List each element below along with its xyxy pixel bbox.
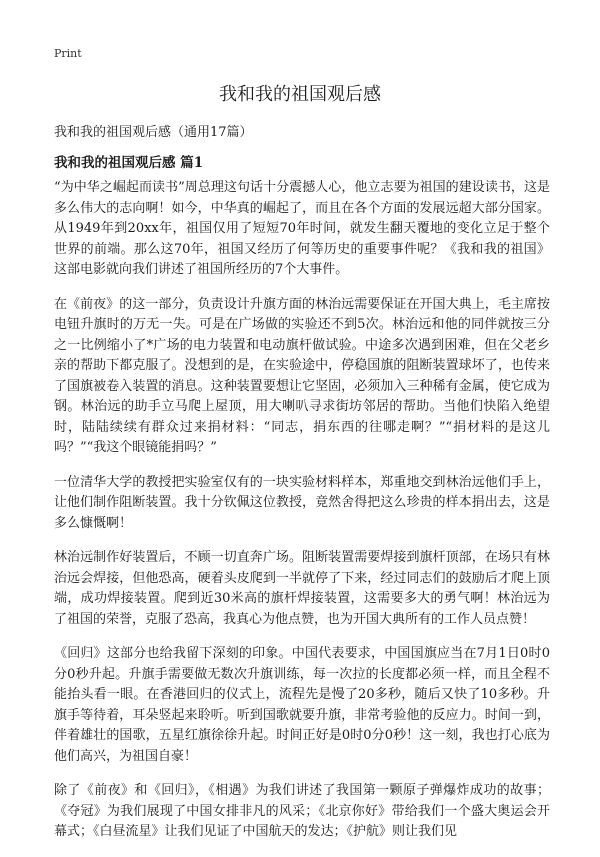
paragraph: 除了《前夜》和《回归》，《相遇》为我们讲述了我国第一颗原子弹爆炸成功的故事；《夺冠》为我们展现了中国女排非凡的风采；《北京你好》带给我们一个盛大奥运会开幕式；《白昼流星》让我们见证了中国航天的发达；《护航》则让我们见: [54, 783, 550, 839]
paragraph: “为中华之崛起而读书”周总理这句话十分震撼人心，他立志要为祖国的建设读书，这是多么伟大的志向啊！如今，中华真的崛起了，而且在各个方面的发展远超大部分国家。从1949年到20xx年，祖国仅用了短短70年时间，就发生翻天覆地的变化立足于整个世界的前端。那么这70年，祖国又经历了何等历史的重要事件呢？《我和我的祖国》这部电影就向我们讲述了祖国所经历的7个大事件。: [54, 180, 550, 277]
section-heading: 我和我的祖国观后感 篇1: [54, 155, 204, 171]
document-subtitle: 我和我的祖国观后感（通用17篇）: [54, 125, 253, 140]
page-title: 我和我的祖国观后感: [219, 84, 381, 105]
paragraph: 在《前夜》的这一部分，负责设计升旗方面的林治远需要保证在开国大典上，毛主席按电钮升旗时的万无一失。可是在广场做的实验还不到5次。林治远和他的同伴就按三分之一比例缩小了*广场的电力装置和电动旗杆做试验。中途多次遇到困难，但在父老乡亲的帮助下都克服了。没想到的是，在实验途中，停稳国旗的阻断装置球坏了，也传来了国旗被卷入装置的消息。这种装置要想让它坚固，必须加入三种稀有金属，使它成为钢。林治远的助手立马爬上屋顶，用大喇叭寻求街坊邻居的帮助。当他们快陷入绝望时，陆陆续续有群众过来捐材料：“同志，捐东西的往哪走啊？”“捐材料的是这儿吗？”“我这个眼镜能捐吗？”: [54, 296, 550, 455]
paragraph: 林治远制作好装置后，不顾一切直奔广场。阻断装置需要焊接到旗杆顶部，在场只有林治远会焊接，但他恐高，硬着头皮爬到一半就停了下来，经过同志们的鼓励后才爬上顶端，成功焊接装置。爬到近30米高的旗杆焊接装置，这需要多大的勇气啊！林治远为了祖国的荣誉，克服了恐高，我真心为他点赞，也为开国大典所有的工作人员点赞！: [54, 550, 550, 627]
article-body: [54, 178, 550, 857]
paragraph: 《回归》这部分也给我留下深刻的印象。中国代表要求，中国国旗应当在7月1日0时0分0秒升起。升旗手需要做无数次升旗训练，每一次拉的长度都必须一样，而且全程不能抬头看一眼。在香港回归的仪式上，流程先是慢了20多秒，随后又快了10多秒。升旗手等待着，耳朵竖起来聆听。听到国歌就要升旗，非常考验他的反应力。时间一到，伴着雄壮的国歌，五星红旗徐徐升起。时间正好是0时0分0秒！这一刻，我也打心底为他们高兴，为祖国自豪！: [54, 646, 550, 764]
print-link[interactable]: Print: [54, 47, 82, 60]
paragraph: 一位清华大学的教授把实验室仅有的一块实验材料样本，郑重地交到林治远他们手上，让他们制作阻断装置。我十分钦佩这位教授，竟然舍得把这么珍贵的样本捐出去，这是多么慷慨啊！: [54, 474, 550, 531]
